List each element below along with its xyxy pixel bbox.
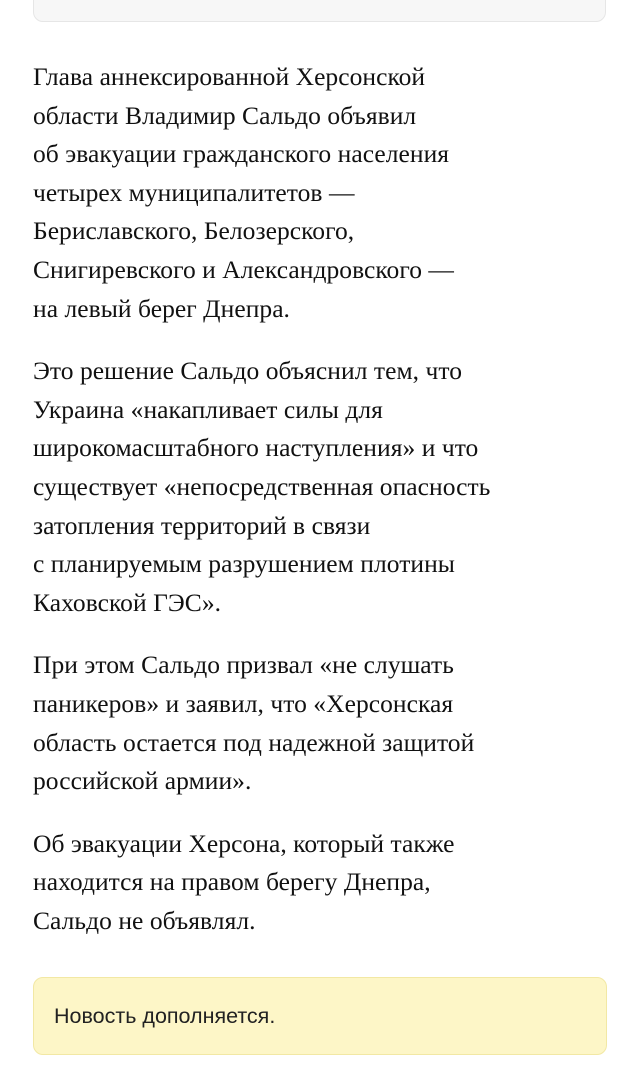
article-paragraph-4: Об эвакуации Херсона, который также находится на правом берегу Днепра, Сальдо не объявлял.	[33, 828, 455, 935]
previous-content-card	[33, 0, 606, 22]
update-notice-text: Новость дополняется.	[54, 1003, 276, 1028]
article-paragraph-2: Это решение Сальдо объяснил тем, что Украина «накапливает силы для широкомасштабного наступления» и что существует «непосредственная опасность затопления территорий в связи с планируемым разрушением плотины Каховской ГЭС».	[33, 356, 491, 617]
article-body	[33, 58, 593, 940]
article-paragraph-1: Глава аннексированной Херсонской области Владимир Сальдо объявил об эвакуации гражданского населения четырех муниципалитетов — Бериславского, Белозерского, Снигиревского и Александровского — на левый берег Днепра.	[33, 62, 454, 323]
article-paragraph-3: При этом Сальдо призвал «не слушать паникеров» и заявил, что «Херсонская область остается под надежной защитой российской армии».	[33, 650, 475, 796]
update-notice	[33, 977, 607, 1055]
